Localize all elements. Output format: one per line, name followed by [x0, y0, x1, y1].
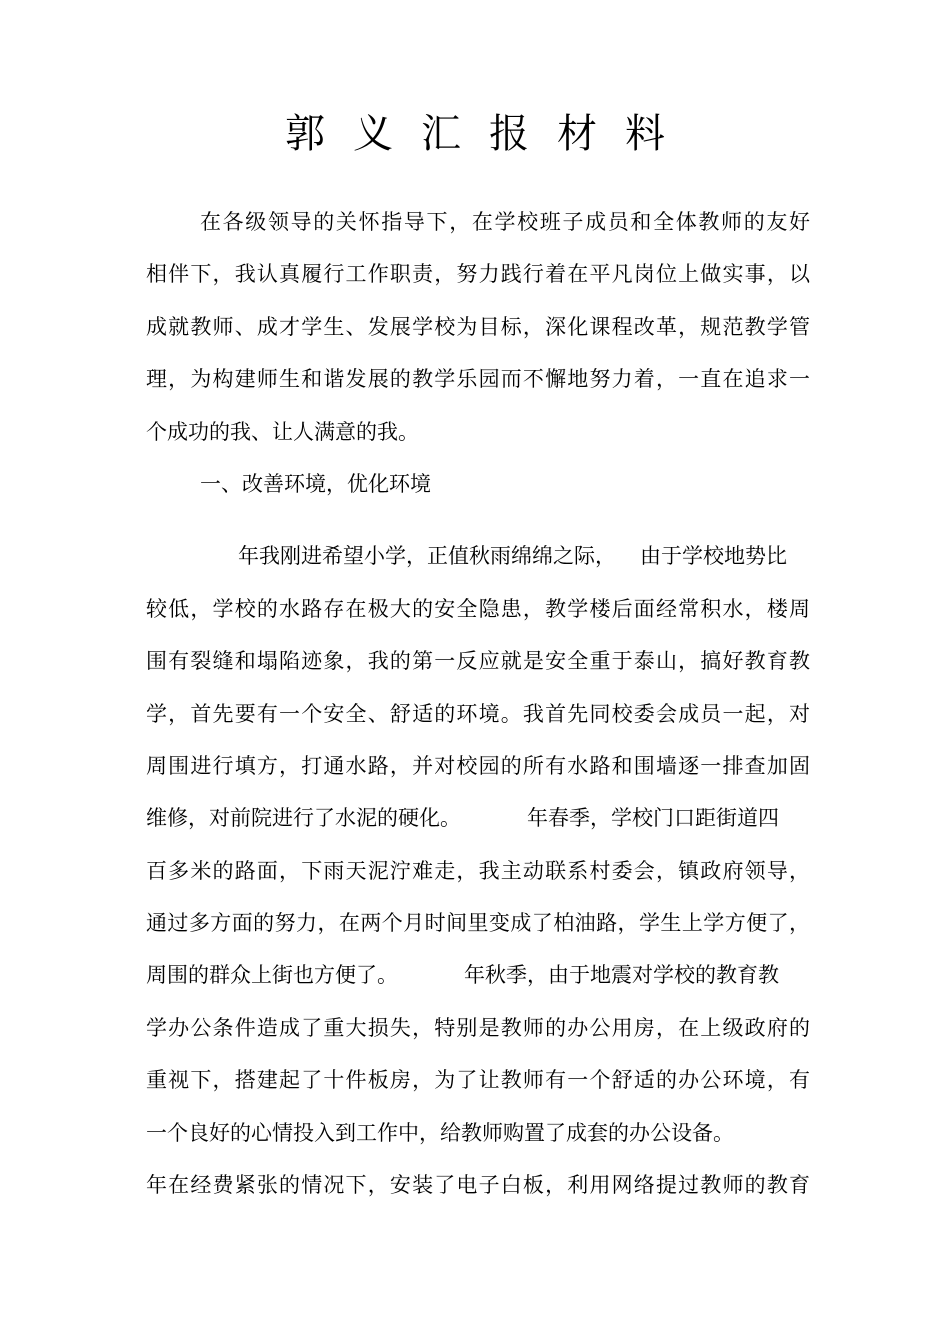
spacer: [146, 510, 810, 530]
section-line-3: 围有裂缝和塌陷迹象，我的第一反应就是安全重于泰山，搞好教育教: [146, 649, 810, 674]
section-line-13: 年在经费紧张的情况下，安装了电子白板，利用网络提过教师的教育: [146, 1173, 810, 1198]
section-line-9: [146, 949, 810, 1001]
section-line-6-text-b: 年春季，学校门口距街道四: [527, 806, 779, 831]
section-line-4: 学，首先要有一个安全、舒适的环境。我首先同校委会成员一起，对: [146, 701, 810, 726]
intro-line-2: 相伴下，我认真履行工作职责，努力践行着在平凡岗位上做实事，以: [146, 262, 810, 287]
intro-line-5: 个成功的我、让人满意的我。: [146, 419, 419, 444]
section-line-6: [146, 792, 810, 844]
section-heading: 一、改善环境，优化环境: [200, 471, 431, 496]
section-line-2: 较低，学校的水路存在极大的安全隐患，教学楼后面经常积水，楼周: [146, 596, 810, 621]
document-body: [146, 196, 810, 1211]
section-line-1-text-a: 年我刚进希望小学，正值秋雨绵绵之际，: [238, 544, 616, 569]
section-line-8: 通过多方面的努力，在两个月时间里变成了柏油路，学生上学方便了，: [146, 911, 810, 936]
section-line-1: [146, 530, 810, 582]
section-line-9-text-b: 年秋季，由于地震对学校的教育教: [464, 963, 779, 988]
document-title: 郭义汇报材料: [285, 111, 693, 157]
intro-line-4: 理，为构建师生和谐发展的教学乐园而不懈地努力着，一直在追求一: [146, 367, 810, 392]
section-line-1-text-b: 由于学校地势比: [640, 544, 787, 569]
section-line-10: 学办公条件造成了重大损失，特别是教师的办公用房，在上级政府的: [146, 1015, 810, 1040]
section-line-6-text-a: 维修，对前院进行了水泥的硬化。: [146, 806, 461, 831]
intro-line-1: 在各级领导的关怀指导下，在学校班子成员和全体教师的友好: [200, 210, 810, 234]
section-line-5: 周围进行填方，打通水路，并对校园的所有水路和围墙逐一排查加固: [146, 753, 810, 778]
section-line-11: 重视下，搭建起了十件板房，为了让教师有一个舒适的办公环境，有: [146, 1068, 810, 1093]
section-line-12: 一个良好的心情投入到工作中，给教师购置了成套的办公设备。: [146, 1120, 734, 1145]
section-line-7: 百多米的路面，下雨天泥泞难走，我主动联系村委会，镇政府领导，: [146, 858, 810, 883]
intro-line-3: 成就教师、成才学生、发展学校为目标，深化课程改革，规范教学管: [146, 314, 810, 339]
section-line-9-text-a: 周围的群众上街也方便了。: [146, 963, 398, 988]
